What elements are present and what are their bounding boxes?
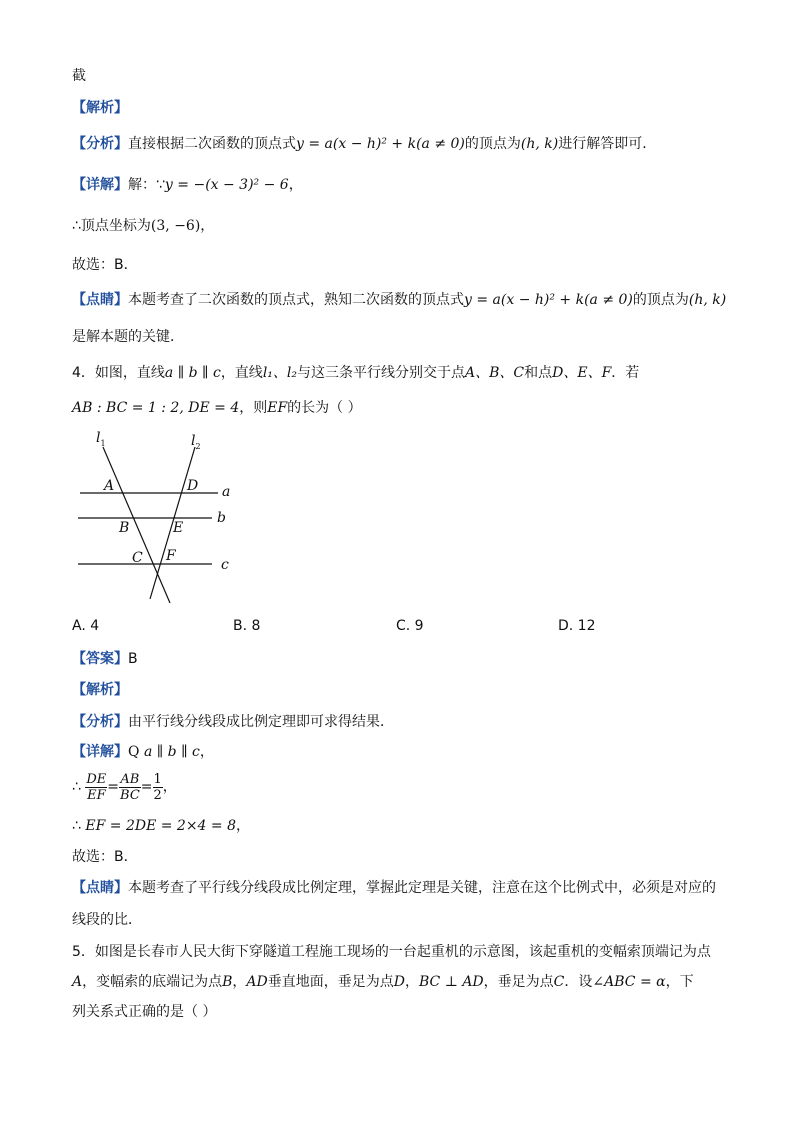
q4-answer: 【答案】B [72,651,138,667]
q4-analysis: 【分析】由平行线分线段成比例定理即可求得结果． [72,714,394,730]
q3-answer-line: 故选：B． [72,257,138,273]
option-b: B. 8 [233,618,261,634]
label-b: b [217,510,226,526]
q4-detail: 【详解】Q a ∥ b ∥ c， [72,744,214,760]
q3-vertex-line: ∴顶点坐标为(3, −6)， [72,218,215,234]
q3-analysis: 【分析】直接根据二次函数的顶点式y = a(x − h)² + k(a ≠ 0)的顶点为(h, k)进行解答即可． [72,136,657,152]
q4-remark: 【点睛】本题考查了平行线分线段成比例定理，掌握此定理是关键，注意在这个比例式中，必须是对应的 [72,880,716,896]
q4-ef-line: ∴ EF = 2DE = 2×4 = 8， [72,818,251,834]
q3-detail: 【详解】解：∵y = −(x − 3)² − 6， [72,177,303,193]
label-D: D [187,478,199,494]
parallel-lines-figure [60,425,260,610]
option-a: A. 4 [72,618,100,634]
q4-ratio-line: ∴ $\frac{DE}{EF}$ = $\frac{AB}{BC}$ = $\frac{1}{2}$ ， [72,771,177,803]
q3-fenxi-tag: 【分析】 [72,136,128,152]
q5-stem-line1: 5．如图是长春市人民大街下穿隧道工程施工现场的一台起重机的示意图，该起重机的变幅索顶端记为点 [72,944,711,960]
q5-stem-line2: A，变幅索的底端记为点B，AD垂直地面，垂足为点D，BC ⊥ AD，垂足为点C．设∠ABC = α，下 [72,974,694,990]
line-l1 [103,447,170,603]
option-d: D. 12 [558,618,596,634]
q3-remark-line2: 是解本题的关键． [72,329,184,345]
label-C: C [132,550,143,566]
label-l1: $l_1$ [96,430,106,448]
label-F: F [166,548,176,564]
label-c: c [221,557,229,573]
q4-answer-line: 故选：B． [72,849,138,865]
label-E: E [173,520,184,536]
q4-stem-line2: AB : BC = 1 : 2, DE = 4，则EF的长为（ ） [72,400,362,416]
option-c: C. 9 [396,618,424,634]
q5-stem-line3: 列关系式正确的是（ ） [72,1004,217,1020]
ratio-de-ef: $\frac{DE}{EF}$ [86,771,107,803]
q3-jiexi-heading: 【解析】 [72,100,128,116]
q4-remark-line2: 线段的比． [72,912,142,928]
q4-stem-line1: 4．如图，直线a ∥ b ∥ c，直线l₁、l₂与这三条平行线分别交于点A、B、C和点D、E、F．若 [72,365,640,381]
ratio-ab-bc: $\frac{AB}{BC}$ [120,771,140,803]
ratio-one-half: $\frac{1}{2}$ [153,771,162,803]
top-fragment: 截 [72,68,86,84]
label-A: A [104,478,115,494]
label-a: a [222,484,231,500]
q3-remark: 【点睛】本题考查了二次函数的顶点式，熟知二次函数的顶点式y = a(x − h)² + k(a ≠ 0)的顶点为(h, k) [72,292,727,308]
label-l2: $l_2$ [191,433,201,451]
label-B: B [119,520,130,536]
q4-jiexi-heading: 【解析】 [72,682,128,698]
